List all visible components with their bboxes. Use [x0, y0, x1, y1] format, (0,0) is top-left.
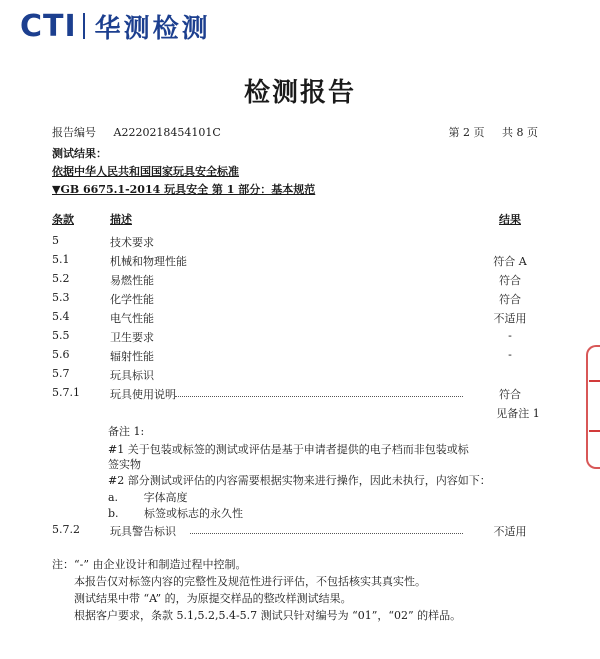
- row-clause: 5.2: [52, 272, 70, 285]
- note-item-b-mark: b.: [108, 507, 119, 520]
- table-row: [0, 234, 600, 250]
- row-description: 玩具警告标识: [110, 525, 176, 538]
- row-clause: 5.5: [52, 329, 70, 342]
- row-description: 化学性能: [110, 293, 154, 306]
- page-total: 共 8 页: [502, 126, 538, 139]
- note-line-3: #2 部分测试或评估的内容需要根据实物来进行操作，因此未执行，内容如下：: [108, 474, 491, 487]
- footnote-3: 测试结果中带 “A” 的，为原提交样品的整改样测试结果。: [74, 592, 352, 605]
- dot-leader: [175, 396, 463, 397]
- table-row: [0, 272, 600, 288]
- seal-mark: [589, 380, 600, 382]
- note-item-a-text: 字体高度: [143, 491, 188, 504]
- row-description: 玩具标识: [110, 369, 154, 382]
- row-description: 机械和物理性能: [110, 255, 187, 268]
- note-line-1: #1 关于包装或标签的测试或评估是基于申请者提供的电子档而非包装或标: [108, 443, 469, 456]
- row-result: 不适用: [493, 312, 527, 325]
- row-result: -: [508, 348, 512, 361]
- header-result: 结果: [499, 213, 521, 226]
- table-row: [0, 310, 600, 326]
- row-clause: 5: [52, 234, 59, 247]
- report-number-value: A2220218454101C: [113, 126, 221, 139]
- table-row: [0, 386, 600, 402]
- row-description: 卫生要求: [110, 331, 154, 344]
- footnote-2: 本报告仅对标签内容的完整性及规范性进行评估，不包括核实其真实性。: [74, 575, 426, 588]
- note-item-a: [108, 489, 188, 505]
- see-note-label: 见备注 1: [496, 407, 540, 420]
- logo-divider: [83, 13, 85, 39]
- footnote-1: 注：“-” 由企业设计和制造过程中控制。: [52, 558, 247, 571]
- row-clause: 5.3: [52, 291, 70, 304]
- footnote-4: 根据客户要求，条款 5.1,5.2,5.4-5.7 测试只针对编号为 “01”，“02” 的样品。: [74, 609, 462, 622]
- header-description: 描述: [110, 213, 132, 226]
- row-clause: 5.7.2: [52, 523, 80, 536]
- row-result: 符合 A: [493, 255, 527, 268]
- row-description: 技术要求: [110, 236, 154, 249]
- seal-mark: [589, 430, 600, 432]
- logo-name: 华测检测: [94, 13, 211, 44]
- row-description: 玩具使用说明: [110, 388, 176, 401]
- table-row: [0, 253, 600, 269]
- seal-stamp-edge: [586, 345, 600, 469]
- row-result: -: [508, 329, 512, 342]
- page-title: 检测报告: [243, 78, 356, 108]
- table-row: [0, 291, 600, 307]
- see-note-row: [0, 405, 600, 421]
- row-description: 易燃性能: [110, 274, 154, 287]
- note-item-b: [108, 505, 243, 521]
- note-item-b-text: 标签或标志的永久性: [144, 507, 244, 520]
- row-result: 不适用: [493, 525, 527, 538]
- note-title: 备注 1:: [108, 425, 145, 438]
- dot-leader: [190, 533, 463, 534]
- company-logo: [20, 6, 211, 46]
- table-row: [0, 367, 600, 383]
- row-description: 辐射性能: [110, 350, 154, 363]
- note-line-2: 签实物: [108, 458, 141, 471]
- report-number: [52, 124, 221, 140]
- row-description: 电气性能: [110, 312, 154, 325]
- logo-mark: CTI: [20, 8, 77, 44]
- standard-line-2: ▼GB 6675.1-2014 玩具安全 第 1 部分：基本规范: [52, 183, 316, 196]
- note-item-a-mark: a.: [108, 491, 119, 504]
- table-row: [0, 329, 600, 345]
- header-clause: 条款: [52, 213, 74, 226]
- page-indicator: [449, 124, 539, 140]
- row-result: 符合: [499, 388, 521, 401]
- row-clause: 5.7: [52, 367, 70, 380]
- page-current: 第 2 页: [448, 126, 485, 139]
- row-result: 符合: [499, 274, 521, 287]
- row-clause: 5.6: [52, 348, 70, 361]
- row-clause: 5.1: [52, 253, 70, 266]
- row-clause: 5.4: [52, 310, 70, 323]
- row-clause: 5.7.1: [52, 386, 80, 399]
- results-heading: 测试结果：: [52, 147, 107, 160]
- standard-line-1: 依据中华人民共和国国家玩具安全标准: [52, 165, 239, 178]
- report-number-label: 报告编号: [52, 126, 96, 139]
- table-row: [0, 348, 600, 364]
- table-row: [0, 523, 600, 539]
- row-result: 符合: [499, 293, 521, 306]
